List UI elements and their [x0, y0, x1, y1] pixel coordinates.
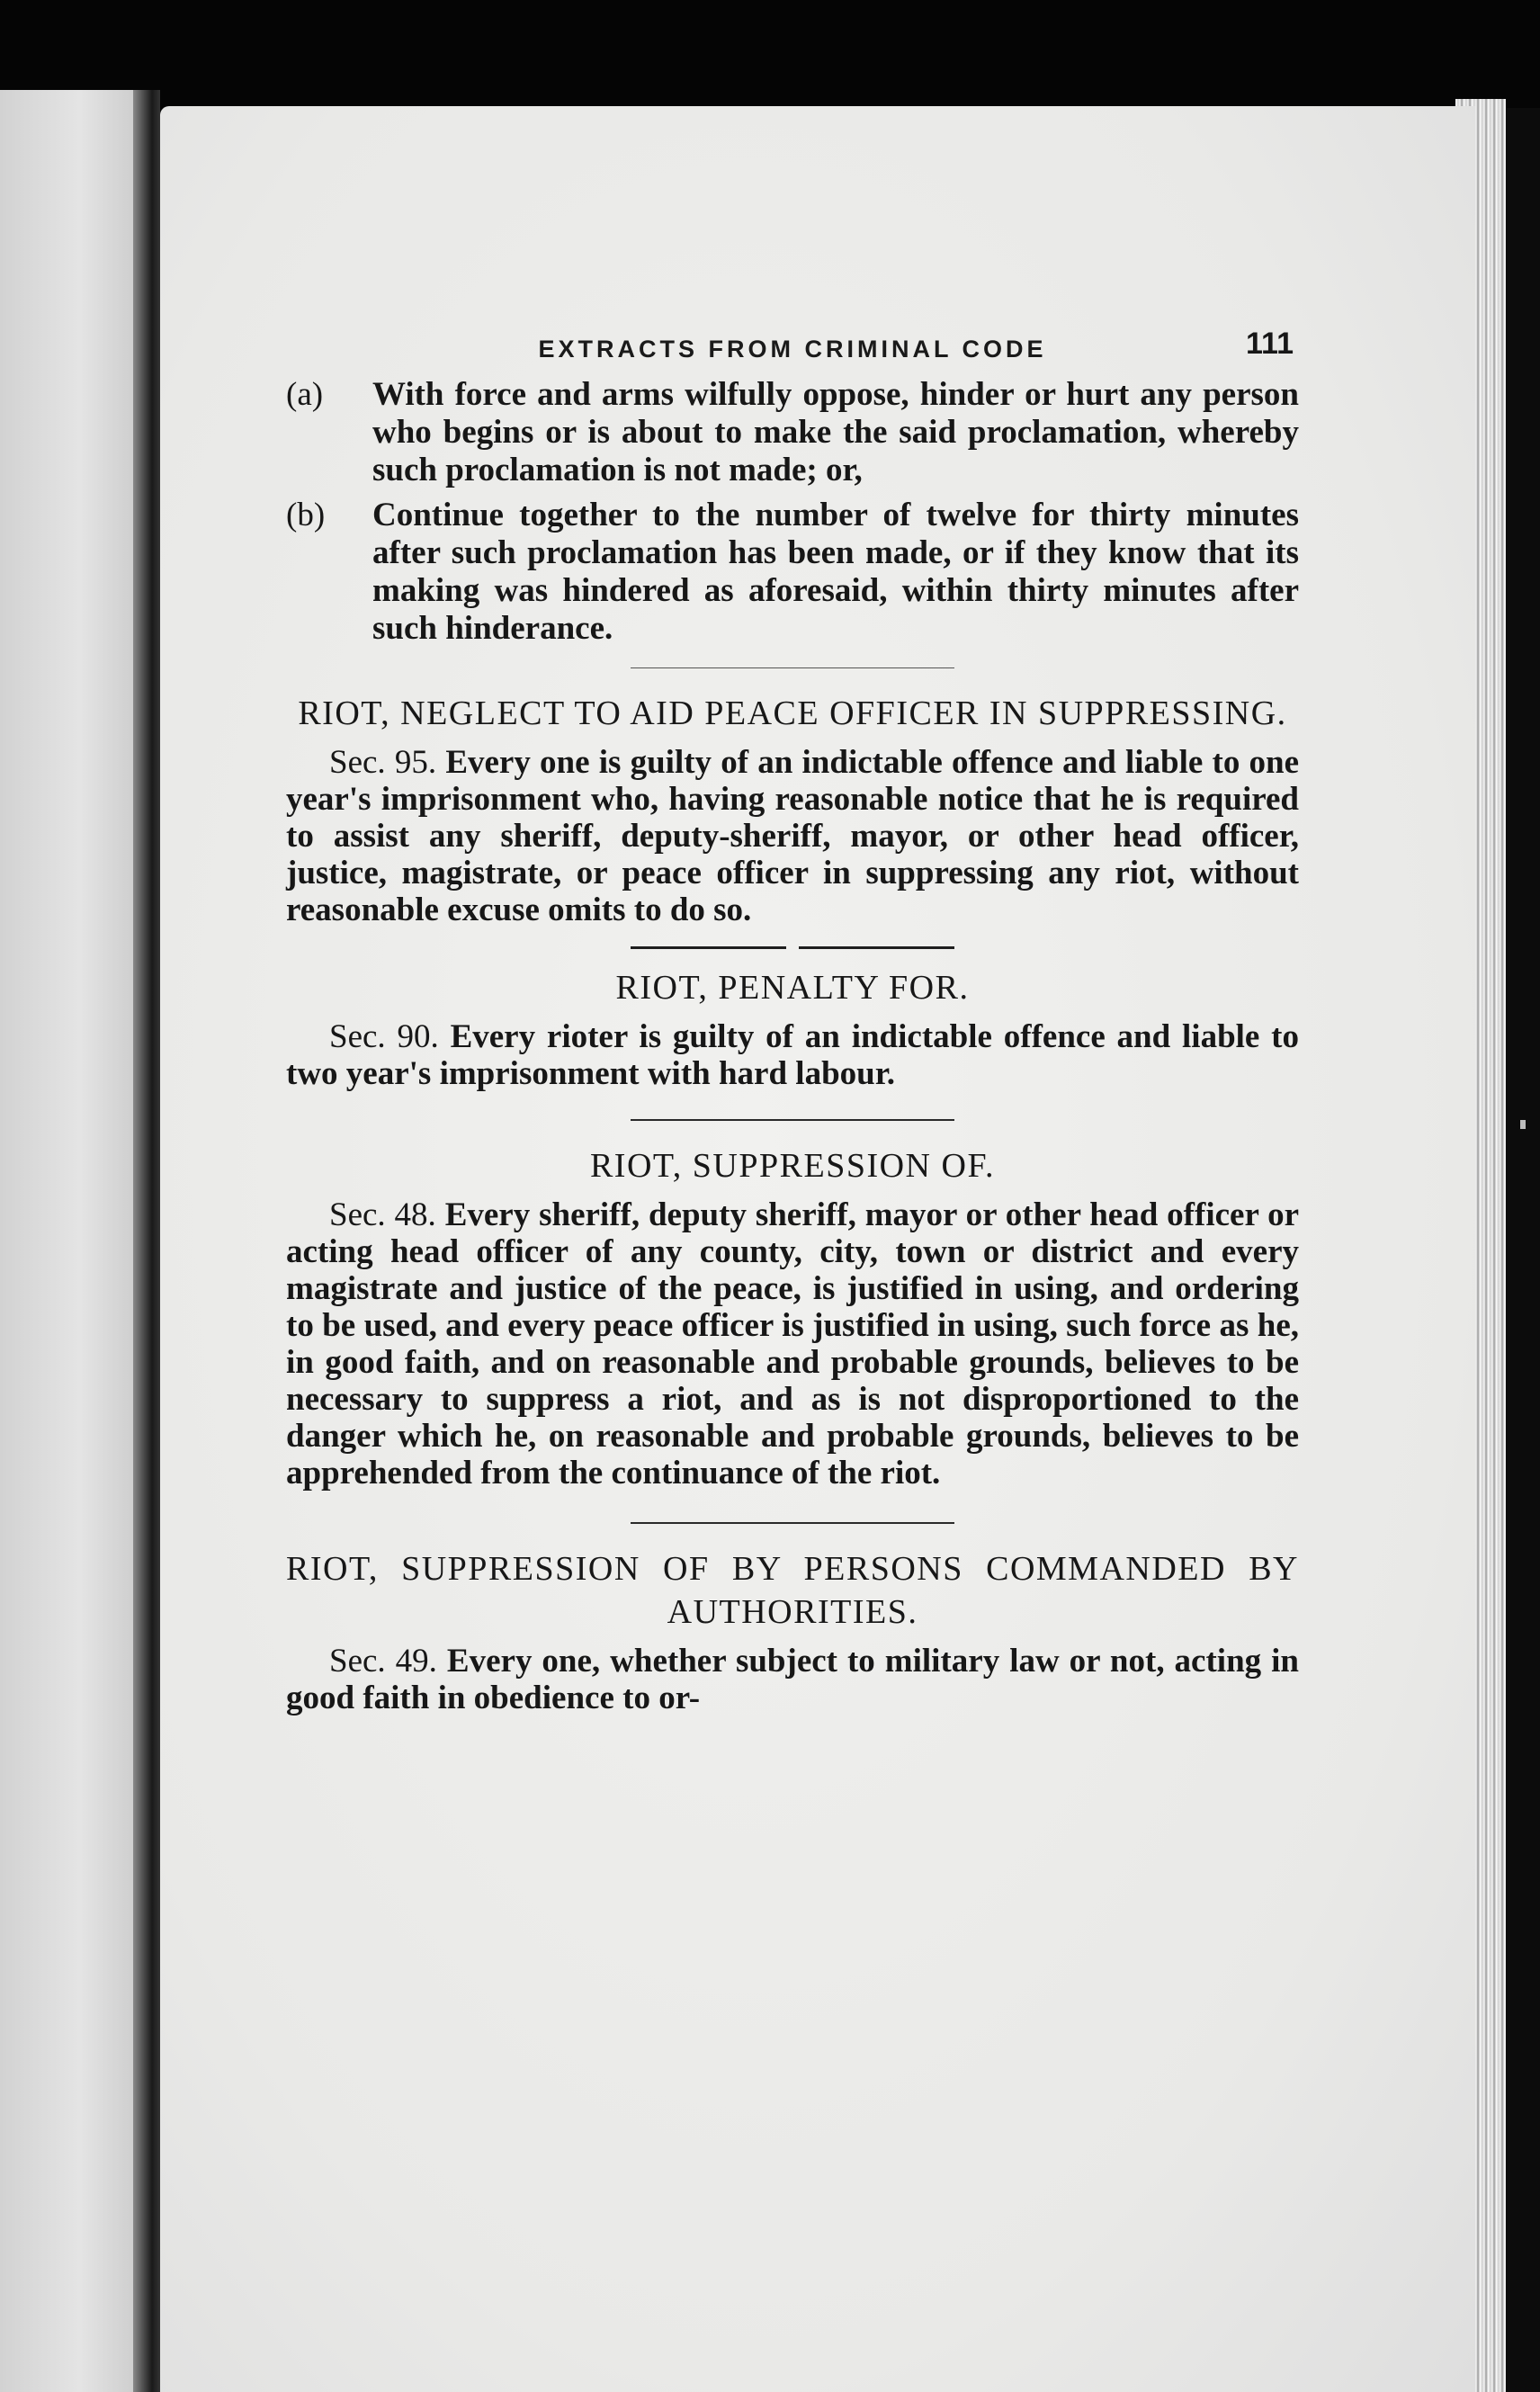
- clause-label: (b): [286, 497, 326, 533]
- book-gutter: [133, 90, 160, 2392]
- section-paragraph: [286, 1018, 1299, 1092]
- clause-b: [286, 497, 1299, 648]
- clause-text: With force and arms wilfully oppose, hinder or hurt any person who begins or is about to make the said proclamation, whereby such proclamation is not made; or,: [372, 376, 1299, 488]
- section-heading: RIOT, SUPPRESSION OF.: [589, 1147, 996, 1185]
- adjacent-page-edge: [0, 90, 133, 2392]
- section-heading: RIOT, PENALTY FOR.: [615, 969, 970, 1007]
- section-number: Sec. 49.: [329, 1643, 437, 1680]
- clause-text: Continue together to the number of twelve for thirty minutes after such proclamation has been made, or if they know that its making was hindered as aforesaid, within thirty minutes after such hinderance.: [372, 497, 1299, 647]
- scan-artifact: [1520, 1120, 1526, 1129]
- section-body: Every one, whether subject to military law or not, acting in good faith in obedience to or-: [286, 1643, 1300, 1716]
- running-head: EXTRACTS FROM CRIMINAL CODE: [538, 336, 1047, 363]
- section-heading: RIOT, NEGLECT TO AID PEACE OFFICER IN SUPPRESSING.: [298, 694, 1287, 732]
- section-number: Sec. 95.: [329, 744, 437, 781]
- section-number: Sec. 48.: [329, 1196, 436, 1233]
- book-page: [160, 106, 1475, 2392]
- divider: [631, 1522, 954, 1524]
- section-body: Every rioter is guilty of an indictable offence and liable to two year's imprisonment with hard labour.: [286, 1018, 1299, 1092]
- section-body: Every one is guilty of an indictable offence and liable to one year's imprisonment who, having reasonable notice that he is required to assist any sheriff, deputy-sheriff, mayor, or other head officer, justice, magistrate, or peace officer in suppressing any riot, without reasonable excuse omits to do so.: [286, 744, 1300, 928]
- section-paragraph: [286, 1196, 1299, 1492]
- double-divider: [631, 946, 954, 948]
- clause-label: (a): [286, 376, 324, 413]
- divider: [631, 667, 954, 668]
- page-header: [286, 313, 1299, 363]
- page-content: [286, 313, 1299, 1716]
- clause-a: [286, 376, 1299, 489]
- page-number: 111: [1246, 327, 1294, 361]
- divider: [631, 1119, 954, 1121]
- section-paragraph: [286, 744, 1299, 928]
- section-heading: RIOT, SUPPRESSION OF BY PERSONS COMMANDED BY AUTHORITIES.: [286, 1550, 1299, 1631]
- scan-background-right: [1506, 108, 1540, 2392]
- section-number: Sec. 90.: [329, 1018, 439, 1055]
- section-body: Every sheriff, deputy sheriff, mayor or other head officer or acting head officer of any county, city, town or district and every magistrate and justice of the peace, is justified in using, and ordering to be used, and every peace officer is justified in using, such force as he, in good faith, and on reasonable and probable grounds, believes to be necessary to suppress a riot, and as is not disproportioned to the danger which he, on reasonable and probable grounds, believes to be apprehended from the continuance of the riot.: [286, 1196, 1300, 1492]
- section-paragraph: [286, 1643, 1299, 1716]
